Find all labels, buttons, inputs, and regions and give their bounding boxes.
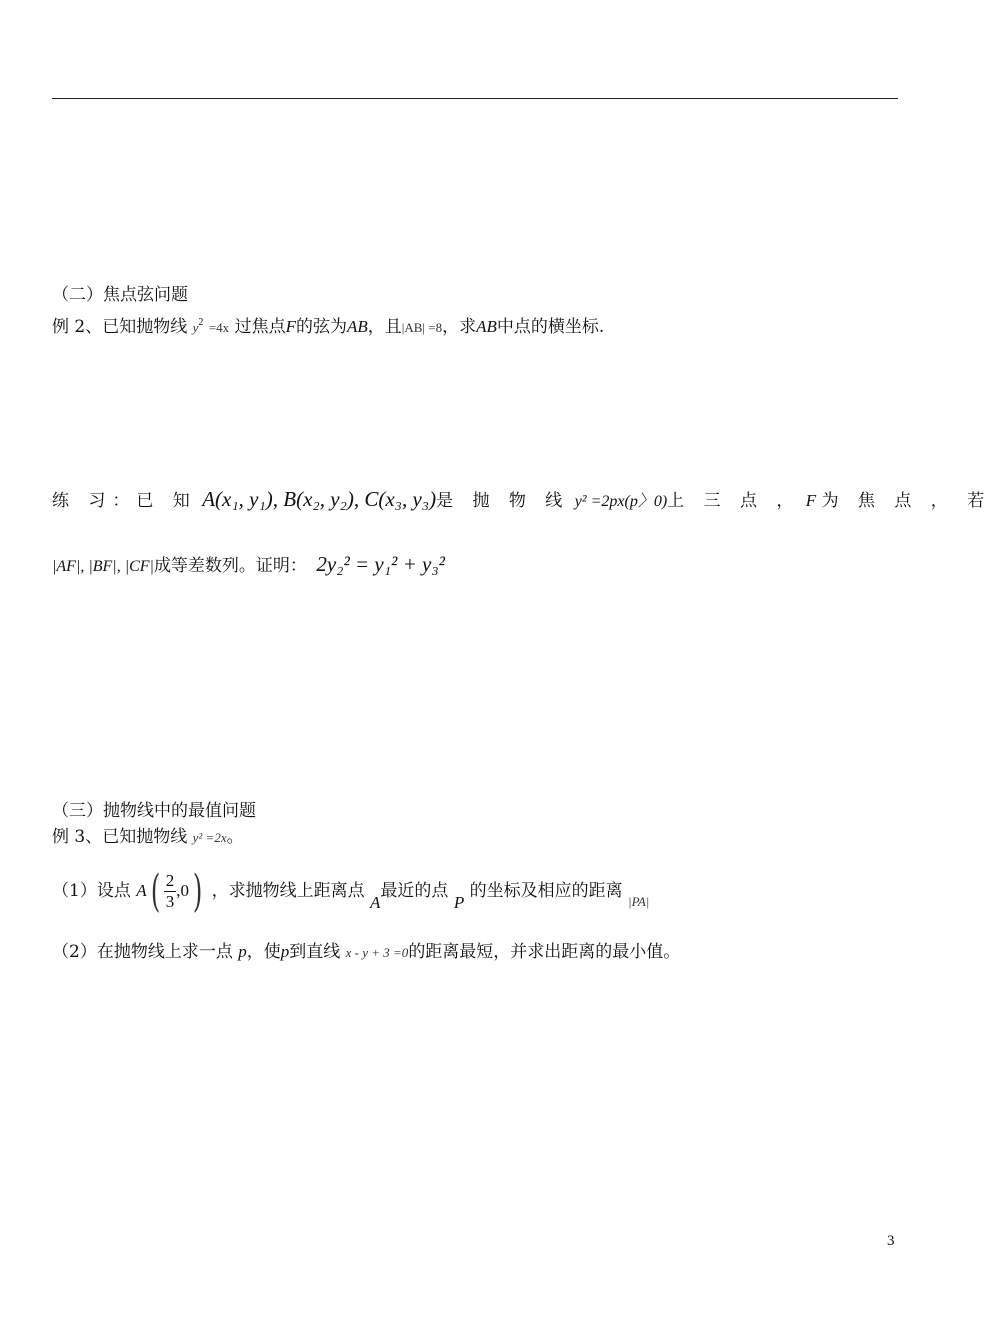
q2-t1: （2）在抛物线上求一点 (52, 942, 233, 962)
ex2-t2: 的弦为 (295, 317, 347, 337)
q1-numerator: 2 (165, 871, 175, 890)
practice-prefix: 练 习：已 知 (52, 491, 197, 511)
practice-line1 (52, 488, 991, 513)
q1-zero: ,0 (176, 881, 190, 900)
practice-t1: 是 抛 物 线 (436, 491, 570, 511)
q1-t1: （1）设点 (52, 881, 131, 901)
ex2-t4: ，求 (442, 317, 477, 337)
q1-t4: 的坐标及相应的距离 (469, 881, 623, 901)
ex2-F: F (285, 317, 296, 336)
ex2-eq-y: y (192, 320, 199, 335)
header-rule (52, 98, 898, 99)
ex2-prefix: 例 2、已知抛物线 (52, 317, 188, 337)
q1-t2: ，求抛物线上距离点 (211, 881, 365, 901)
ex3-prefix: 例 3、已知抛物线 (52, 827, 188, 847)
ex3-suffix: 。 (226, 827, 244, 847)
ex2-AB: AB (346, 317, 368, 336)
section2-heading: （二）焦点弦问题 (52, 285, 188, 305)
section3-heading: （三）抛物线中的最值问题 (52, 801, 256, 821)
q1-P: P (453, 893, 465, 912)
q2-p: p (238, 942, 247, 961)
practice-line2 (52, 553, 445, 578)
q1-denominator: 3 (165, 892, 175, 911)
ex2-t1: 过焦点 (234, 317, 286, 337)
practice-proof: 2y₂² = y₁² + y₃² (316, 552, 445, 576)
practice-abs: |AF|, |BF|, |CF| (52, 558, 154, 575)
practice-F: F (805, 491, 817, 510)
q1-A2: A (370, 893, 381, 912)
q2-t3: 到直线 (289, 942, 341, 962)
page-number: 3 (887, 1233, 895, 1249)
practice-t2: 上 三 点 ， (667, 491, 801, 511)
ex2-eq-exp: 2 (198, 317, 204, 328)
q2-t4: 的距离最短，并求出距离的最小值。 (408, 942, 681, 962)
ex3-eq: y² =2x (192, 830, 227, 845)
q1-right-paren: ) (192, 865, 203, 917)
example2-line (52, 312, 604, 339)
practice-t3: 为 焦 点 ， 若 (821, 491, 991, 511)
q1-PA: |PA| (628, 894, 650, 909)
ex2-eq-rhs: =4x (208, 320, 230, 335)
q1-A: A (136, 881, 147, 900)
q2-p2: p (280, 942, 290, 961)
question1-line (52, 866, 649, 928)
question2-line (52, 941, 680, 964)
practice-eq: y² =2px(p〉0) (574, 493, 668, 510)
q1-fraction (164, 871, 177, 912)
q1-left-paren: ( (150, 865, 160, 917)
ex2-t3: ，且 (367, 317, 402, 337)
ex2-AB2: AB (476, 317, 497, 336)
practice-points: A(x₁, y₁), B(x₂, y₂), C(x₃, y₃) (202, 487, 437, 511)
ex2-abs: |AB| =8 (401, 320, 443, 335)
q2-t2: ，使 (246, 942, 281, 962)
practice-line2-text: 成等差数列。证明： (153, 556, 307, 576)
q1-t3: 最近的点 (380, 881, 449, 901)
q2-eq: x - y + 3 =0 (345, 945, 409, 960)
ex2-t5: 中点的横坐标. (496, 317, 605, 337)
example3-line (52, 826, 244, 849)
